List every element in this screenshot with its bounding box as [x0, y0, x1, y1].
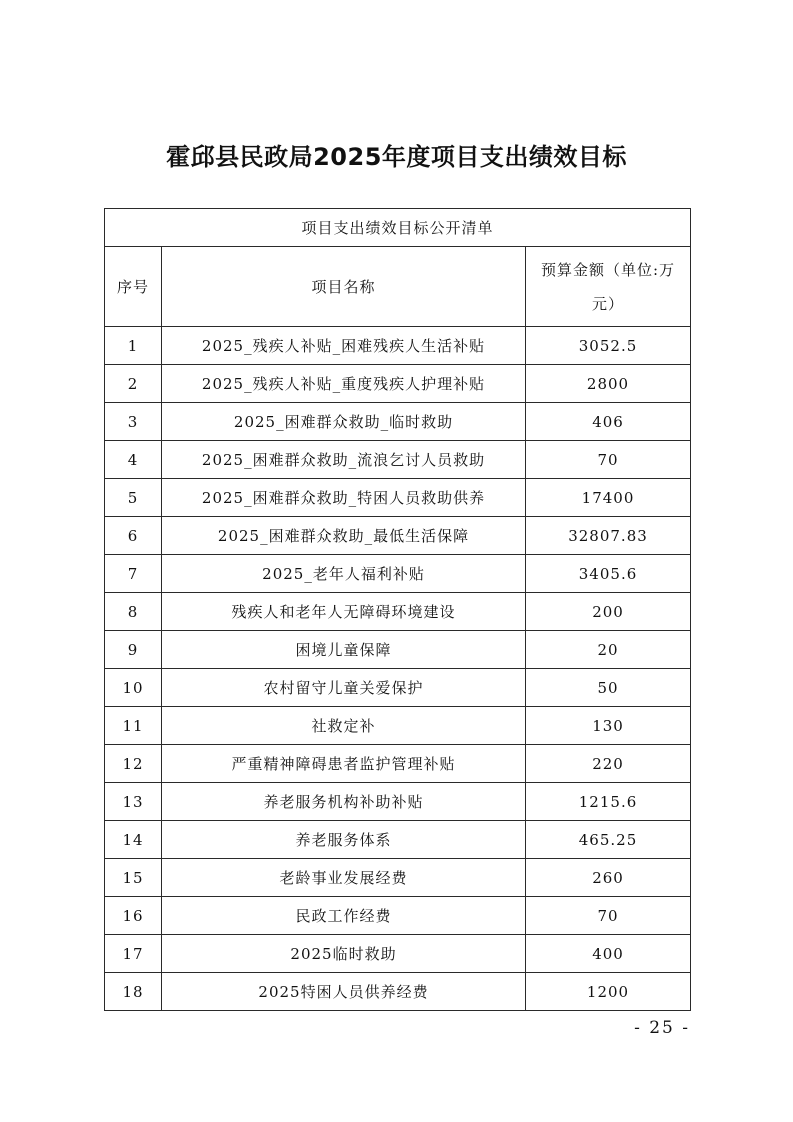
row-seq-cell: 1	[105, 327, 162, 365]
table-header-row	[105, 247, 691, 327]
table-row	[105, 327, 691, 365]
table-row	[105, 897, 691, 935]
header-project-name: 项目名称	[162, 247, 526, 327]
row-project-name-cell: 2025临时救助	[162, 935, 526, 973]
row-budget-amount-cell: 200	[526, 593, 691, 631]
row-seq-cell: 10	[105, 669, 162, 707]
row-seq-cell: 7	[105, 555, 162, 593]
row-project-name-cell: 困境儿童保障	[162, 631, 526, 669]
row-project-name-cell: 社救定补	[162, 707, 526, 745]
table-row	[105, 783, 691, 821]
row-budget-amount-cell: 70	[526, 441, 691, 479]
row-budget-amount-cell: 260	[526, 859, 691, 897]
row-budget-amount-cell: 2800	[526, 365, 691, 403]
row-project-name-cell: 严重精神障碍患者监护管理补贴	[162, 745, 526, 783]
row-seq-cell: 2	[105, 365, 162, 403]
row-budget-amount-cell: 1200	[526, 973, 691, 1011]
table-row	[105, 593, 691, 631]
table-row	[105, 669, 691, 707]
row-seq-cell: 14	[105, 821, 162, 859]
row-seq-cell: 15	[105, 859, 162, 897]
table-row	[105, 707, 691, 745]
table-row	[105, 631, 691, 669]
table-row	[105, 935, 691, 973]
row-seq-cell: 8	[105, 593, 162, 631]
row-seq-cell: 18	[105, 973, 162, 1011]
table-row	[105, 365, 691, 403]
row-seq-cell: 13	[105, 783, 162, 821]
row-budget-amount-cell: 3405.6	[526, 555, 691, 593]
table-row	[105, 517, 691, 555]
performance-target-table	[104, 208, 691, 1011]
row-budget-amount-cell: 32807.83	[526, 517, 691, 555]
row-budget-amount-cell: 465.25	[526, 821, 691, 859]
row-project-name-cell: 民政工作经费	[162, 897, 526, 935]
table-row	[105, 441, 691, 479]
row-project-name-cell: 养老服务体系	[162, 821, 526, 859]
page-number: - 25 -	[634, 1018, 690, 1038]
row-budget-amount-cell: 3052.5	[526, 327, 691, 365]
header-seq: 序号	[105, 247, 162, 327]
table-row	[105, 479, 691, 517]
row-project-name-cell: 2025_残疾人补贴_困难残疾人生活补贴	[162, 327, 526, 365]
row-project-name-cell: 2025_困难群众救助_流浪乞讨人员救助	[162, 441, 526, 479]
row-budget-amount-cell: 406	[526, 403, 691, 441]
row-seq-cell: 11	[105, 707, 162, 745]
row-budget-amount-cell: 50	[526, 669, 691, 707]
row-budget-amount-cell: 130	[526, 707, 691, 745]
row-project-name-cell: 2025_困难群众救助_特困人员救助供养	[162, 479, 526, 517]
row-seq-cell: 9	[105, 631, 162, 669]
row-seq-cell: 3	[105, 403, 162, 441]
row-budget-amount-cell: 400	[526, 935, 691, 973]
row-budget-amount-cell: 20	[526, 631, 691, 669]
row-budget-amount-cell: 220	[526, 745, 691, 783]
row-seq-cell: 4	[105, 441, 162, 479]
table-row	[105, 859, 691, 897]
page-title: 霍邱县民政局2025年度项目支出绩效目标	[166, 143, 627, 171]
table-row	[105, 745, 691, 783]
table-row	[105, 821, 691, 859]
header-budget-amount: 预算金额（单位:万元）	[526, 247, 691, 327]
row-budget-amount-cell: 17400	[526, 479, 691, 517]
row-budget-amount-cell: 70	[526, 897, 691, 935]
row-project-name-cell: 养老服务机构补助补贴	[162, 783, 526, 821]
row-seq-cell: 6	[105, 517, 162, 555]
row-budget-amount-cell: 1215.6	[526, 783, 691, 821]
row-project-name-cell: 2025_困难群众救助_最低生活保障	[162, 517, 526, 555]
row-seq-cell: 12	[105, 745, 162, 783]
row-project-name-cell: 农村留守儿童关爱保护	[162, 669, 526, 707]
table-row	[105, 403, 691, 441]
row-seq-cell: 17	[105, 935, 162, 973]
row-project-name-cell: 2025特困人员供养经费	[162, 973, 526, 1011]
table-row	[105, 555, 691, 593]
row-project-name-cell: 2025_困难群众救助_临时救助	[162, 403, 526, 441]
table-body	[105, 327, 691, 1011]
row-project-name-cell: 残疾人和老年人无障碍环境建设	[162, 593, 526, 631]
row-project-name-cell: 2025_老年人福利补贴	[162, 555, 526, 593]
table-caption: 项目支出绩效目标公开清单	[105, 209, 691, 247]
row-project-name-cell: 老龄事业发展经费	[162, 859, 526, 897]
row-project-name-cell: 2025_残疾人补贴_重度残疾人护理补贴	[162, 365, 526, 403]
table-row	[105, 973, 691, 1011]
row-seq-cell: 5	[105, 479, 162, 517]
table-caption-row	[105, 209, 691, 247]
row-seq-cell: 16	[105, 897, 162, 935]
